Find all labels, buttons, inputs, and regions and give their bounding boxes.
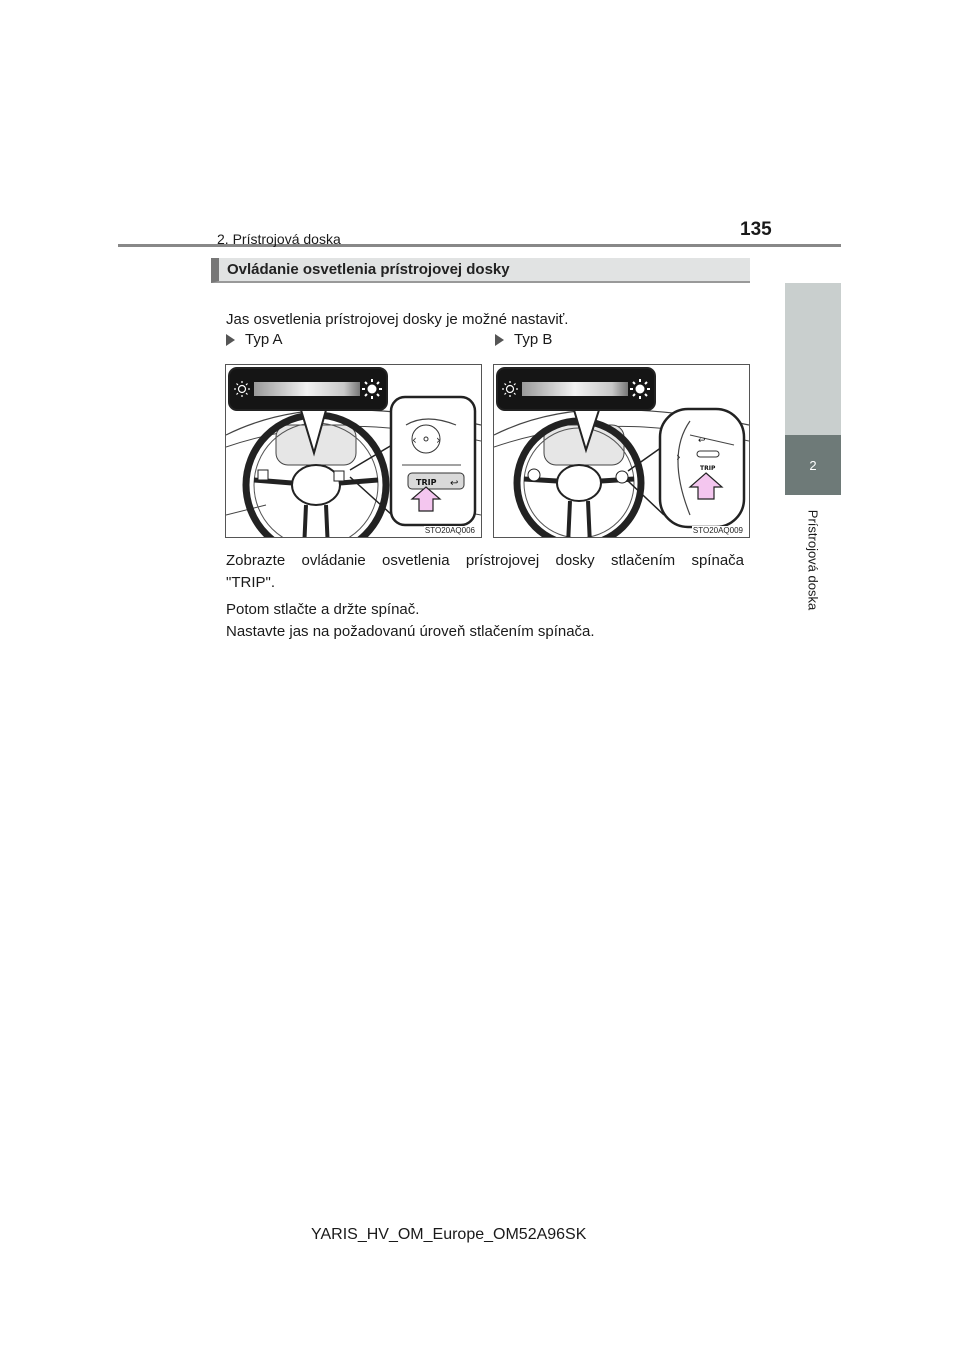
figure-type-b (493, 364, 750, 538)
side-tab-chapter-number: 2 (785, 435, 841, 495)
dashboard-illustration-b (494, 365, 749, 537)
svg-text:↩: ↩ (698, 436, 706, 446)
type-a-label (226, 331, 283, 348)
paragraph-2: Potom stlačte a držte spínač. (226, 601, 420, 618)
svg-text:›: › (436, 433, 441, 447)
type-a-text: Typ A (245, 331, 283, 348)
side-tab-chapter-label: Prístrojová doska (805, 509, 821, 611)
figure-b-code: STO20AQ009 (692, 526, 743, 535)
intro-text: Jas osvetlenia prístrojovej dosky je možné nastaviť. (226, 311, 569, 328)
side-tab-top (785, 283, 841, 435)
svg-text:↩: ↩ (450, 478, 459, 489)
paragraph-1-line-1: Zobrazte ovládanie osvetlenia prístrojovej dosky stlačením spínača (226, 552, 744, 569)
paragraph-1-line-2: "TRIP". (226, 574, 275, 591)
page-number: 135 (740, 219, 772, 240)
section-title: 2. Prístrojová doska (217, 231, 341, 247)
paragraph-1 (226, 550, 744, 594)
type-b-label (495, 331, 552, 348)
figure-type-a (225, 364, 482, 538)
trip-button-label-b: TRIP (700, 465, 716, 472)
section-heading: Ovládanie osvetlenia prístrojovej dosky (211, 258, 750, 283)
svg-text:›: › (676, 450, 681, 464)
svg-text:‹: ‹ (412, 433, 417, 447)
triangle-bullet-icon (495, 334, 504, 346)
figure-a-code: STO20AQ006 (424, 526, 475, 535)
triangle-bullet-icon (226, 334, 235, 346)
footer-doc-code: YARIS_HV_OM_Europe_OM52A96SK (311, 1226, 587, 1243)
paragraph-3: Nastavte jas na požadovanú úroveň stlačením spínača. (226, 623, 595, 640)
trip-button-label-a: TRIP (416, 478, 437, 487)
type-b-text: Typ B (514, 331, 553, 348)
dashboard-illustration-a (226, 365, 481, 537)
